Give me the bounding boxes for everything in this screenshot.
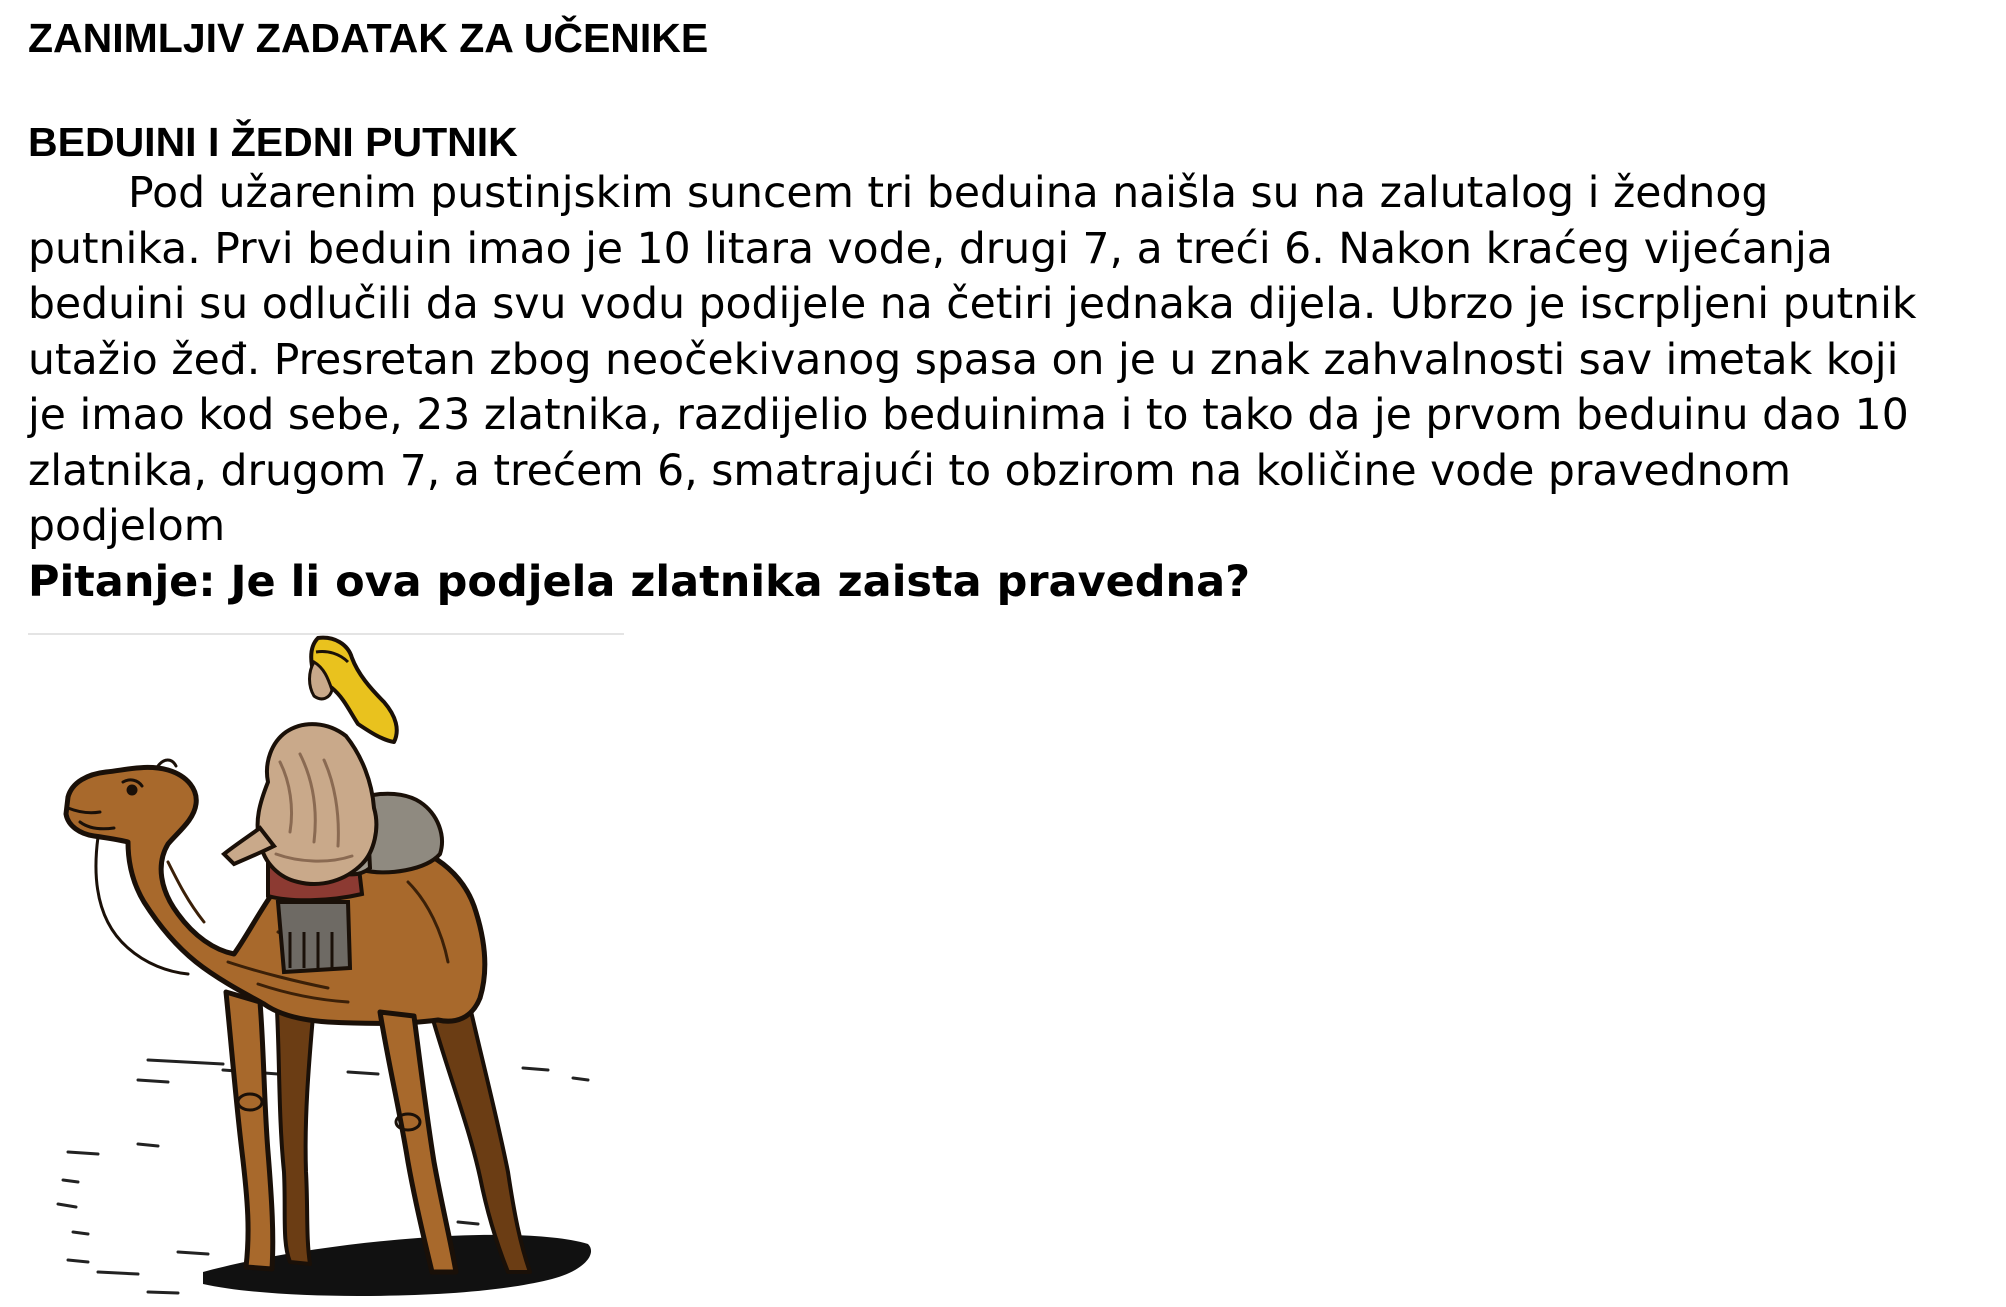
story-line: utažio žeđ. Presretan zbog neočekivanog spasa on je u znak zahvalnosti sav imetak koji xyxy=(28,335,1899,385)
story-line: beduini su odlučili da svu vodu podijele na četiri jednaka dijela. Ubrzo je iscrpljeni putnik xyxy=(28,280,1917,329)
camel-near-legs xyxy=(226,992,456,1272)
story-line: putnika. Prvi beduin imao je 10 litara vode, drugi 7, a treći 6. Nakon kraćeg vijećanja xyxy=(28,224,1833,274)
story-line: zlatnika, drugom 7, a trećem 6, smatrajući to obzirom na količine vode pravednom xyxy=(28,446,1792,496)
camel-rider-svg xyxy=(28,632,628,1307)
story-title: BEDUINI I ŽEDNI PUTNIK xyxy=(28,119,518,165)
story-line: je imao kod sebe, 23 zlatnika, razdijelio beduinima i to tako da je prvom beduinu dao 10 xyxy=(28,391,1909,440)
story-line: Pod užarenim pustinjskim suncem tri beduina naišla su na zalutalog i žednog xyxy=(128,169,1769,218)
story-paragraph xyxy=(28,166,2003,555)
document-title: ZANIMLJIV ZADATAK ZA UČENIKE xyxy=(28,15,709,61)
question-text: Pitanje: Je li ova podjela zlatnika zaista pravedna? xyxy=(28,557,1251,607)
story-line: podjelom xyxy=(28,502,226,551)
camel-illustration xyxy=(28,632,628,1307)
